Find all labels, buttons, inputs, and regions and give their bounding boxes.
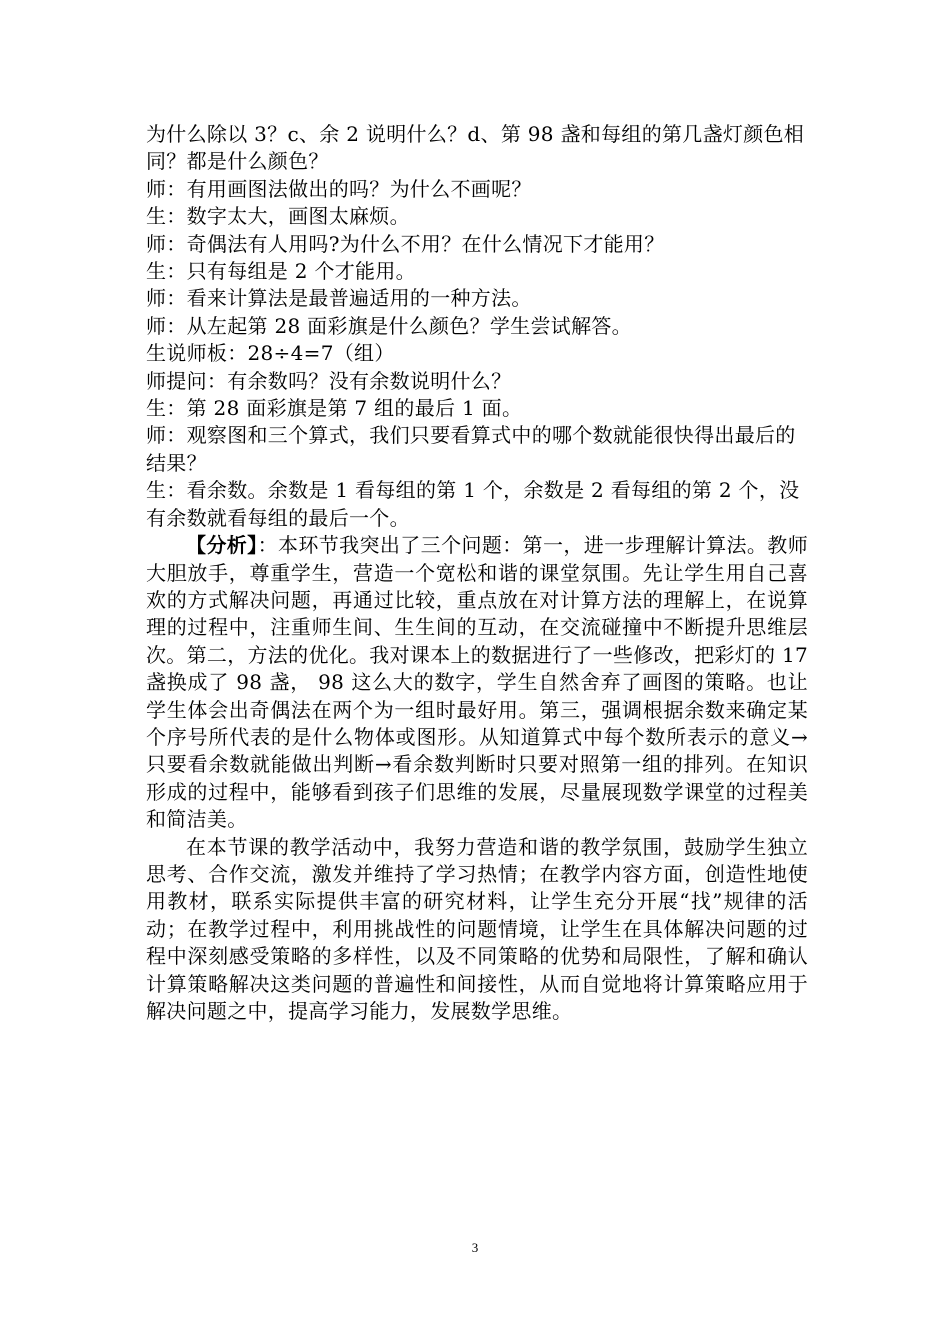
dialogue-line-9: 师提问：有余数吗？没有余数说明什么？ [146,368,512,393]
dialogue-line-3: 生：数字太大，画图太麻烦。 [146,204,410,229]
dialogue-line-10: 生：第 28 面彩旗是第 7 组的最后 1 面。 [146,396,523,421]
conclusion-paragraph: 在本节课的教学活动中，我努力营造和谐的教学氛围，鼓励学生独立思考、合作交流，激发并维持了学习热情；在教学内容方面，创造性地使用教材，联系实际提供丰富的研究材料，让学生充分开展“找”规律的活动；在教学过程中，利用挑战性的问题情境，让学生在具体解决问题的过程中深刻感受策略的多样性，以及不同策略的优势和局限性，了解和确认计算策略解决这类问题的普遍性和间接性，从而自觉地将计算策略应用于解决问题之中，提高学习能力，发展数学思维。 [146,834,808,1023]
dialogue-line-12: 生：看余数。余数是 1 看每组的第 1 个，余数是 2 看每组的第 2 个，没有余数就看每组的最后一个。 [146,478,800,530]
dialogue-line-1: 为什么除以 3？c、余 2 说明什么？d、第 98 盏和每组的第几盏灯颜色相同？都是什么颜色？ [146,122,805,174]
page-body [146,121,808,1025]
analysis-text: ：本环节我突出了三个问题：第一，进一步理解计算法。教师大胆放手，尊重学生，营造一个宽松和谐的课堂氛围。先让学生用自己喜欢的方式解决问题，再通过比较，重点放在对计算方法的理解上，在说算理的过程中，注重师生间、生生间的互动，在交流碰撞中不断提升思维层次。第二，方法的优化。我对课本上的数据进行了一些修改，把彩灯的 17 盏换成了 98 盏， 98 这么大的数字，学生自然舍弃了画图的策略。也让学生体会出奇偶法在两个为一组时最好用。第三，强调根据余数来确定某个序号所代表的是什么物体或图形。从知道算式中每个数所表示的意义→只要看余数就能做出判断→看余数判断时只要对照第一组的排列。在知识形成的过程中，能够看到孩子们思维的发展，尽量展现数学课堂的过程美和简洁美。 [146,533,809,832]
dialogue-line-7: 师：从左起第 28 面彩旗是什么颜色？学生尝试解答。 [146,313,632,338]
dialogue-line-8: 生说师板：28÷4=7（组） [146,341,395,366]
dialogue-line-6: 师：看来计算法是最普遍适用的一种方法。 [146,286,532,311]
dialogue-line-2: 师：有用画图法做出的吗？为什么不画呢？ [146,176,532,201]
dialogue-line-5: 生：只有每组是 2 个才能用。 [146,259,416,284]
dialogue-section [146,121,808,532]
dialogue-line-11: 师：观察图和三个算式，我们只要看算式中的哪个数就能很快得出最后的结果？ [146,423,796,475]
analysis-paragraph [146,532,808,833]
page-number: 3 [471,1240,479,1255]
dialogue-line-4: 师：奇偶法有人用吗?为什么不用？在什么情况下才能用？ [146,231,665,256]
analysis-tag: 【分析】 [186,533,258,558]
